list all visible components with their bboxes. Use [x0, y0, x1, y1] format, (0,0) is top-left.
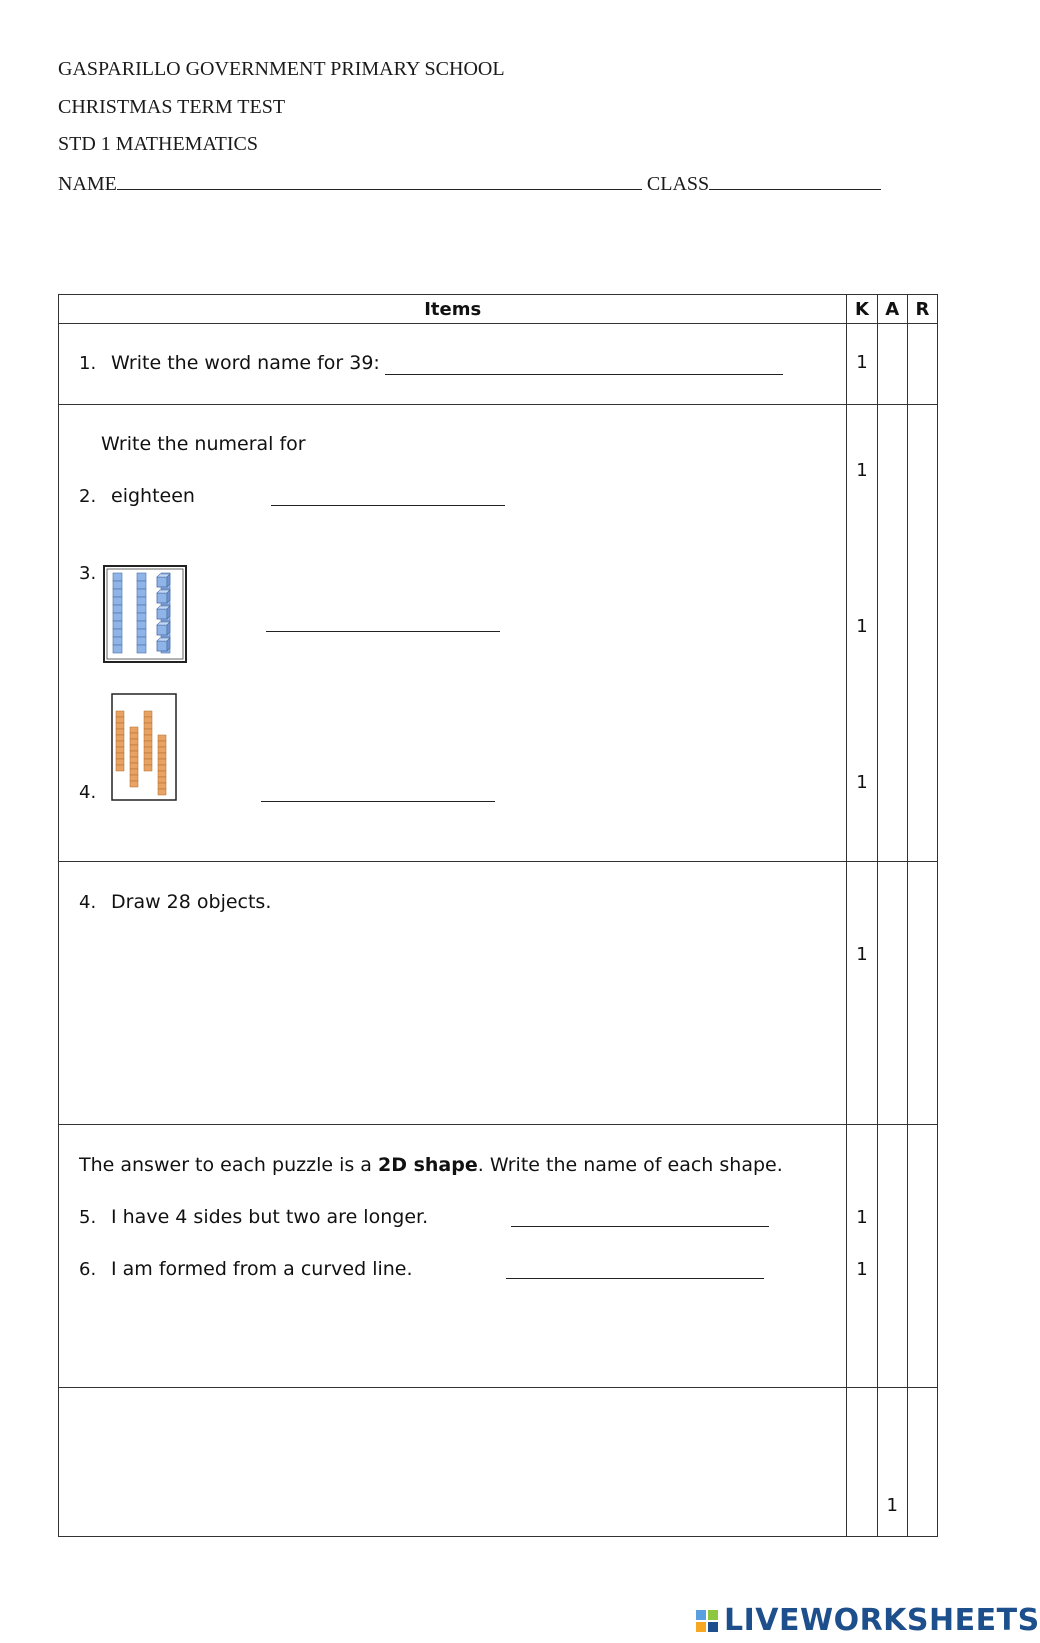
class-label: CLASS — [646, 173, 710, 195]
table-row — [59, 1388, 938, 1537]
ten-rod — [137, 573, 146, 653]
one-cube — [157, 622, 170, 635]
subject-name: STD 1 MATHEMATICS — [58, 133, 259, 155]
q6-mark-k: 1 — [856, 1259, 868, 1280]
q4-answer-line[interactable] — [261, 801, 495, 802]
r-header: R — [907, 295, 937, 324]
shapes-intro-end: . Write the name of each shape. — [477, 1154, 783, 1176]
draw-mark-k: 1 — [856, 944, 868, 965]
q5-text: I have 4 sides but two are longer. — [111, 1206, 429, 1228]
one-cube — [157, 606, 170, 619]
shapes-intro-start: The answer to each puzzle is a — [79, 1154, 378, 1176]
last-mark-a: 1 — [886, 1495, 898, 1516]
one-cube — [157, 590, 170, 603]
test-name: CHRISTMAS TERM TEST — [58, 96, 286, 118]
question-number: 1. — [79, 353, 97, 374]
q6-answer-line[interactable] — [506, 1278, 764, 1279]
base-ten-blocks-image-q4 — [111, 693, 177, 801]
ten-rod — [158, 735, 166, 795]
base-ten-blocks-image-q3 — [103, 565, 187, 663]
shapes-intro-bold: 2D shape — [377, 1154, 478, 1176]
q1-answer-line[interactable] — [385, 374, 783, 375]
class-field[interactable] — [709, 171, 881, 190]
question-number: 5. — [79, 1207, 97, 1228]
liveworksheets-logo: LIVEWORKSHEETS — [724, 1603, 1040, 1638]
a-header: A — [877, 295, 907, 324]
shapes-intro — [79, 1154, 783, 1176]
table-row — [59, 405, 938, 862]
name-label: NAME — [58, 173, 117, 195]
ten-rod — [144, 711, 152, 771]
q5-mark-k: 1 — [856, 1207, 868, 1228]
question-number: 6. — [79, 1259, 97, 1280]
q5-answer-line[interactable] — [511, 1226, 769, 1227]
ten-rod — [116, 711, 124, 771]
school-name: GASPARILLO GOVERNMENT PRIMARY SCHOOL — [58, 58, 505, 80]
q2-mark-k: 1 — [856, 460, 868, 481]
items-header: Items — [59, 295, 847, 324]
q4-mark-k: 1 — [856, 772, 868, 793]
q6-text: I am formed from a curved line. — [111, 1258, 413, 1280]
q2-answer-line[interactable] — [271, 505, 505, 506]
one-cube — [157, 574, 170, 587]
question-number: 2. — [79, 486, 97, 507]
question-number: 4. — [79, 782, 97, 803]
one-cube — [157, 638, 170, 651]
ones-cubes — [157, 574, 170, 651]
numerals-intro: Write the numeral for — [101, 433, 306, 455]
q1-text: Write the word name for 39: — [111, 352, 380, 374]
question-number: 3. — [79, 563, 97, 584]
q3-answer-line[interactable] — [266, 631, 500, 632]
test-table — [58, 294, 938, 1537]
q1-mark-k: 1 — [856, 352, 868, 373]
draw-text: Draw 28 objects. — [111, 891, 272, 913]
draw-area[interactable] — [59, 862, 846, 1124]
ten-rod — [113, 573, 122, 653]
table-row — [59, 862, 938, 1125]
ten-rod — [130, 727, 138, 787]
name-field[interactable] — [117, 171, 642, 190]
table-row — [59, 324, 938, 405]
table-row — [59, 1125, 938, 1388]
liveworksheets-logo-icon — [696, 1610, 720, 1634]
name-class-line — [58, 171, 938, 196]
k-header: K — [847, 295, 877, 324]
question-number: 4. — [79, 892, 97, 913]
q3-mark-k: 1 — [856, 616, 868, 637]
q2-text: eighteen — [111, 485, 195, 507]
